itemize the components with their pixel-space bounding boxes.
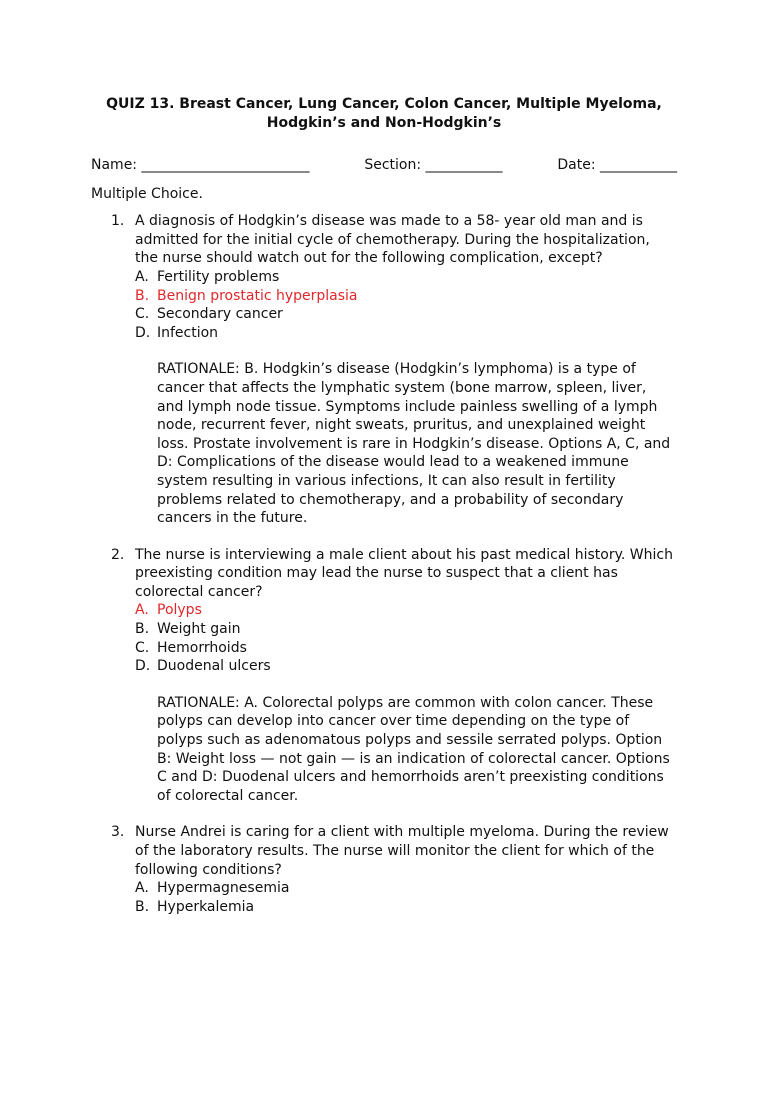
rationale: RATIONALE: B. Hodgkin’s disease (Hodgkin’s lymphoma) is a type of cancer that affects the lymphatic system (bone marrow, spleen, liver, and lymph node tissue. Symptoms include painless swelling of a lymph node, recurrent fever, night sweats, pruritus, and unexplained weight loss. Prostate involvement is rare in Hodgkin’s disease. Options A, C, and D: Complications of the disease would lead to a weakened immune system resulting in various infections, It can also result in fertility problems related to chemotherapy, and a probability of secondary cancers in the future. — [157, 361, 671, 527]
option-b — [135, 898, 677, 917]
question-list — [91, 212, 677, 916]
option-text: Hemorrhoids — [157, 639, 247, 656]
option-d — [135, 657, 677, 676]
student-info-fields — [91, 156, 677, 175]
option-letter: D. — [135, 658, 151, 675]
option-text: Hyperkalemia — [157, 898, 255, 915]
option-letter: C. — [135, 306, 150, 323]
quiz-title — [91, 95, 677, 133]
option-letter: B. — [135, 287, 150, 304]
question-text: A diagnosis of Hodgkin’s disease was made to a 58- year old man and is admitted for the initial cycle of chemotherapy. During the hospitalization, the nurse should watch out for the following complication, except? — [135, 213, 650, 267]
quiz-title-line-1: QUIZ 13. Breast Cancer, Lung Cancer, Colon Cancer, Multiple Myeloma, — [106, 96, 662, 112]
rationale: RATIONALE: A. Colorectal polyps are common with colon cancer. These polyps can develop into cancer over time depending on the type of polyps such as adenomatous polyps and sessile serrated polyps. Option B: Weight loss — not gain — is an indication of colorectal cancer. Options C and D: Duodenal ulcers and hemorrhoids aren’t preexisting conditions of colorectal cancer. — [157, 694, 670, 804]
answer-options — [135, 601, 677, 675]
option-text: Hypermagnesemia — [157, 880, 290, 897]
option-text: Duodenal ulcers — [157, 658, 271, 675]
question-number: 3. — [111, 824, 125, 841]
date-field: Date: ___________ — [557, 157, 677, 173]
section-heading: Multiple Choice. — [91, 185, 203, 202]
option-letter: D. — [135, 324, 151, 341]
question-2 — [91, 546, 677, 806]
option-d — [135, 324, 677, 343]
document-page — [0, 95, 768, 1119]
answer-options — [135, 268, 677, 342]
option-a-correct — [135, 601, 677, 620]
option-a — [135, 879, 677, 898]
option-letter: B. — [135, 621, 150, 638]
option-text: Infection — [157, 324, 219, 341]
option-letter: A. — [135, 268, 149, 285]
section-field: Section: ___________ — [364, 157, 503, 173]
question-1 — [91, 212, 677, 528]
question-number: 2. — [111, 546, 125, 563]
quiz-title-line-2: Hodgkin’s and Non-Hodgkin’s — [266, 115, 502, 131]
option-b — [135, 620, 677, 639]
option-text: Fertility problems — [157, 268, 280, 285]
question-text: Nurse Andrei is caring for a client with multiple myeloma. During the review of the laboratory results. The nurse will monitor the client for which of the following conditions? — [135, 824, 669, 878]
option-letter: C. — [135, 639, 150, 656]
option-c — [135, 305, 677, 324]
option-letter: A. — [135, 880, 149, 897]
option-a — [135, 268, 677, 287]
option-text: Secondary cancer — [157, 306, 283, 323]
option-b-correct — [135, 287, 677, 306]
question-3 — [91, 823, 677, 916]
answer-options — [135, 879, 677, 916]
name-field: Name: ________________________ — [91, 157, 310, 173]
option-text: Benign prostatic hyperplasia — [157, 287, 358, 304]
question-text: The nurse is interviewing a male client about his past medical history. Which preexisting condition may lead the nurse to suspect that a client has colorectal cancer? — [135, 546, 673, 600]
option-text: Weight gain — [157, 621, 241, 638]
question-number: 1. — [111, 213, 125, 230]
option-text: Polyps — [157, 602, 202, 619]
option-c — [135, 639, 677, 658]
option-letter: B. — [135, 898, 150, 915]
option-letter: A. — [135, 602, 149, 619]
